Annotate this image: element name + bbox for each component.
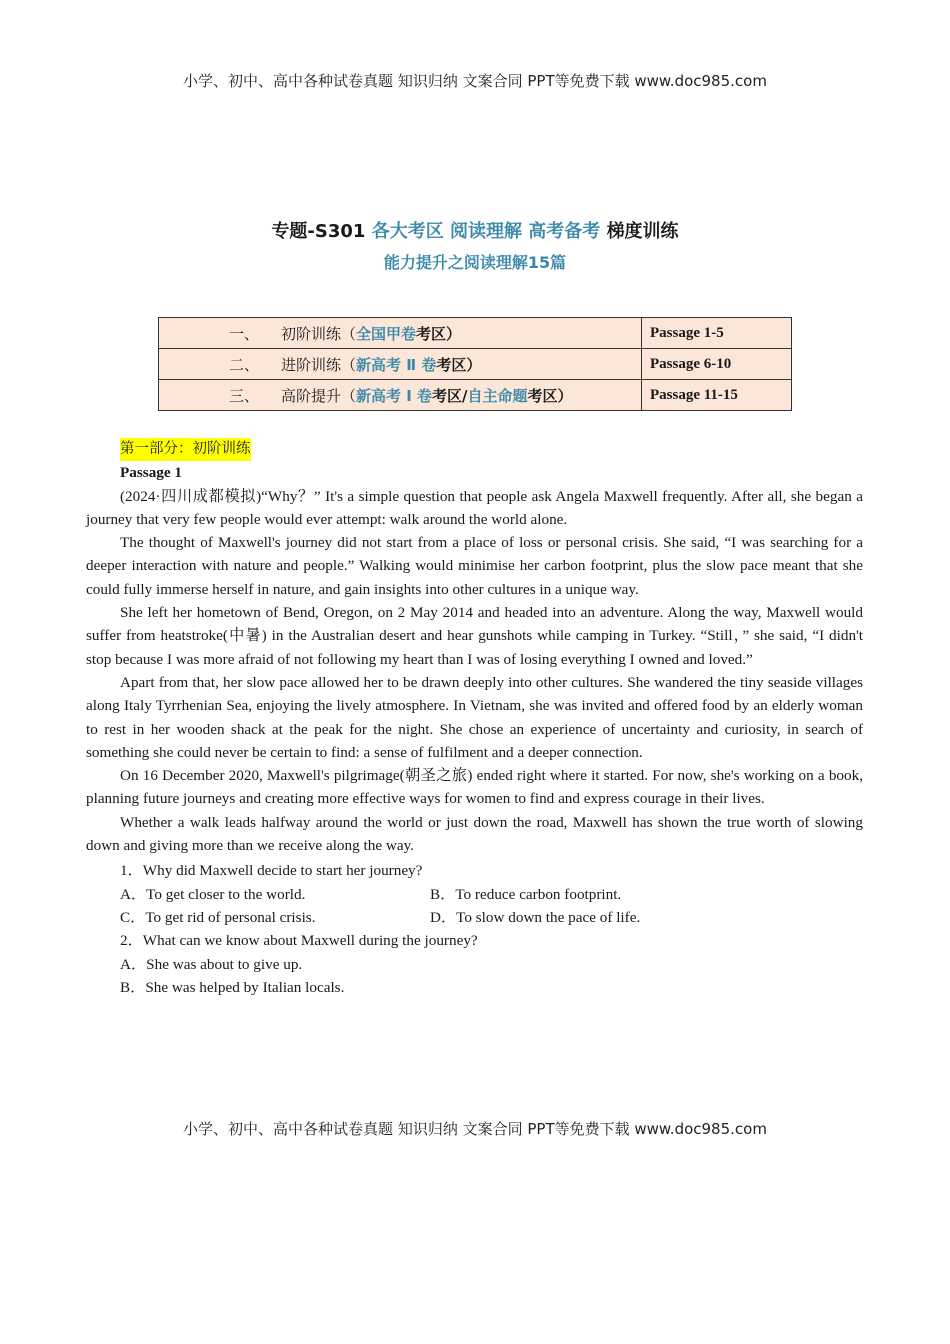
row-highlight: 全国甲卷 bbox=[356, 324, 417, 343]
row-highlight: 新高考 Ⅰ 卷 bbox=[356, 386, 433, 405]
title-code: 专题-S301 bbox=[271, 221, 366, 242]
document-title bbox=[0, 217, 950, 243]
option: C．To get rid of personal crisis. bbox=[120, 908, 316, 926]
row-label-end: 考区） bbox=[527, 386, 573, 405]
page-header: 小学、初中、高中各种试卷真题 知识归纳 文案合同 PPT等免费下载 www.doc985.com bbox=[183, 72, 767, 90]
row-label-mid: 考区/ bbox=[432, 386, 468, 405]
paragraph: The thought of Maxwell's journey did not start from a place of loss or personal crisis. She said, “I was searching for a deeper interaction with nature and people.” Walking would minimise her carbon footprint, plus the slow pace meant that she could fully immerse herself in nature, and gain insights into other cultures in a unique way. bbox=[86, 534, 863, 598]
section-label: 第一部分：初阶训练 bbox=[120, 438, 251, 461]
row-highlight: 新高考 Ⅱ 卷 bbox=[356, 355, 437, 374]
question-stem: 1．Why did Maxwell decide to start her journey? bbox=[120, 862, 423, 880]
passage-range: Passage 6-10 bbox=[642, 349, 792, 380]
row-label-end: 考区） bbox=[416, 324, 462, 343]
row-label: 初阶训练（ bbox=[281, 324, 357, 343]
row-number: 三、 bbox=[229, 386, 260, 405]
page-footer: 小学、初中、高中各种试卷真题 知识归纳 文案合同 PPT等免费下载 www.doc985.com bbox=[183, 1120, 767, 1138]
paragraph: (2024·四川成都模拟)“Why？” It's a simple question that people ask Angela Maxwell frequently. After all, she began a journey that very few people would ever attempt: walk around the world alone. bbox=[86, 487, 863, 528]
table-cell bbox=[159, 349, 642, 380]
passage-title: Passage 1 bbox=[120, 464, 183, 482]
paragraph: Apart from that, her slow pace allowed her to be drawn deeply into other cultures. She wandered the tiny seaside villages along Italy Tyrrhenian Sea, enjoying the lively atmosphere. In Vietnam, she was invited and offered food by an elderly woman to rest in her wooden shack at the peak for the night. She chose an experience of uncertainty and curiosity, in search of something she could never be certain to find: a sense of fulfilment and a deeper connection. bbox=[86, 673, 863, 761]
question-stem: 2．What can we know about Maxwell during the journey? bbox=[120, 932, 478, 950]
row-label: 进阶训练（ bbox=[281, 355, 357, 374]
row-number: 二、 bbox=[229, 355, 260, 374]
table-cell bbox=[159, 380, 642, 411]
option: D．To slow down the pace of life. bbox=[430, 908, 641, 926]
row-label: 高阶提升（ bbox=[281, 386, 357, 405]
table-row bbox=[159, 318, 792, 349]
document-subtitle: 能力提升之阅读理解15篇 bbox=[383, 253, 567, 272]
table-cell bbox=[159, 318, 642, 349]
table-row bbox=[159, 380, 792, 411]
option: A．To get closer to the world. bbox=[120, 885, 306, 903]
option-row bbox=[120, 883, 863, 906]
option: B．To reduce carbon footprint. bbox=[430, 885, 622, 903]
title-suffix: 梯度训练 bbox=[606, 221, 679, 242]
paragraph: Whether a walk leads halfway around the world or just down the road, Maxwell has shown the true worth of slowing down and giving more than we receive along the way. bbox=[86, 813, 863, 855]
table-row bbox=[159, 349, 792, 380]
paragraph: On 16 December 2020, Maxwell's pilgrimage(朝圣之旅) ended right where it started. For now, she's working on a book, planning future journeys and creating more effective ways for women to find and express courage in their lives. bbox=[86, 767, 863, 808]
row-highlight-2: 自主命题 bbox=[467, 386, 528, 405]
passage-range: Passage 1-5 bbox=[642, 318, 792, 349]
title-highlight: 各大考区 阅读理解 高考备考 bbox=[371, 221, 601, 242]
contents-table bbox=[158, 317, 792, 411]
option: B．She was helped by Italian locals. bbox=[120, 978, 345, 996]
row-label-end: 考区） bbox=[436, 355, 482, 374]
passage-range: Passage 11-15 bbox=[642, 380, 792, 411]
paragraph: She left her hometown of Bend, Oregon, on 2 May 2014 and headed into an adventure. Along the way, Maxwell would suffer from heatstroke(中暑) in the Australian desert and hear gunshots while camping in Turkey. “Still，” she said, “I didn't stop because I was more afraid of not following my heart than I was of losing everything I owned and loved.” bbox=[86, 604, 863, 668]
passage-content bbox=[86, 437, 863, 999]
option: A．She was about to give up. bbox=[120, 955, 303, 973]
option-row bbox=[120, 906, 863, 929]
row-number: 一、 bbox=[229, 324, 260, 343]
